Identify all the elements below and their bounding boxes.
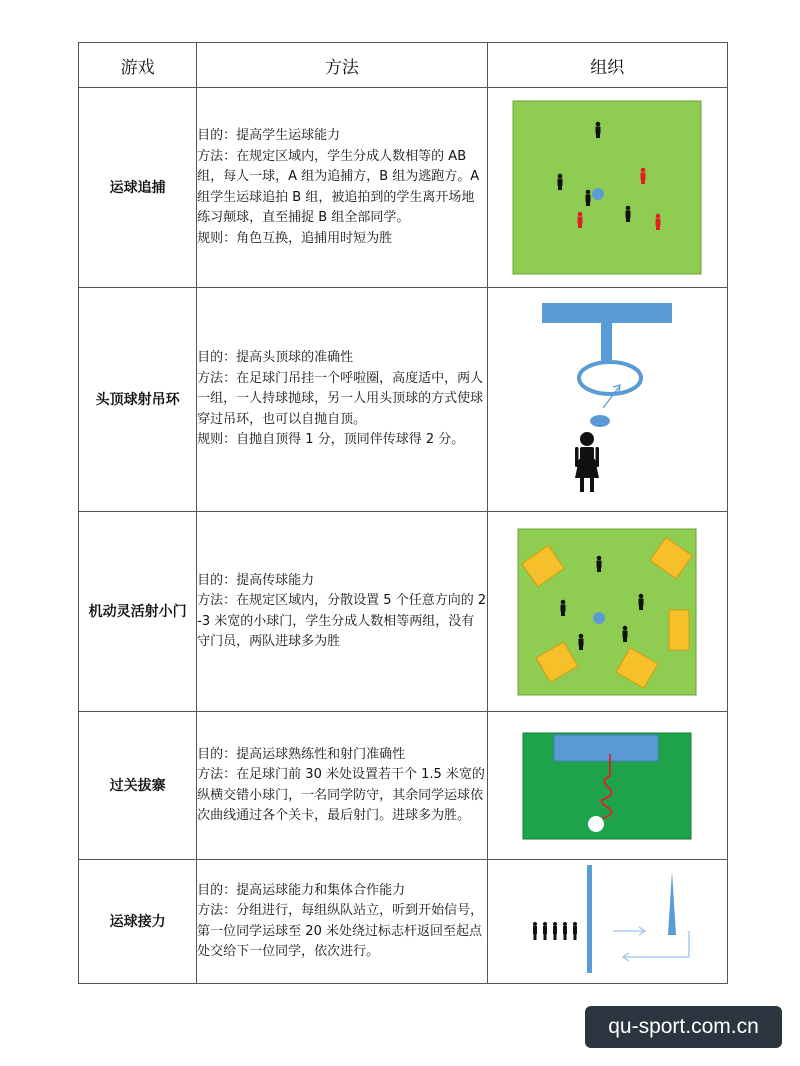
table-row bbox=[79, 712, 728, 860]
green-field-five-goals-icon bbox=[517, 528, 697, 696]
method-text: 目的：提高运球熟练性和射门准确性 方法：在足球门前 30 米处设置若干个 1.5 米宽的纵横交错小球门，一名同学防守，其余同学运球依次曲线通过各个关卡，最后射门。进球多为胜。 bbox=[197, 746, 485, 823]
header-game: 游戏 bbox=[79, 43, 197, 88]
header-method: 方法 bbox=[197, 43, 487, 88]
site-watermark: qu-sport.com.cn bbox=[585, 1006, 782, 1048]
green-field-chase-players-icon bbox=[512, 100, 702, 275]
method-text: 目的：提高头顶球的准确性 方法：在足球门吊挂一个呼啦圈，高度适中，两人一组，一人持球抛球，另一人用头顶球的方式使球穿过吊环，也可以自抛自顶。 规则：自抛自顶得 1 分，顶同伴传球得 2 分。 bbox=[197, 350, 484, 448]
game-table bbox=[78, 42, 728, 984]
relay-line-pole-icon bbox=[507, 863, 707, 981]
goal-dribble-path-icon bbox=[522, 732, 692, 840]
table-row bbox=[79, 860, 728, 984]
header-organization: 组织 bbox=[487, 43, 727, 88]
method-text: 目的：提高运球能力和集体合作能力 方法：分组进行，每组纵队站立，听到开始信号，第一位同学运球至 20 米处绕过标志杆返回至起点处交给下一位同学，依次进行。 bbox=[197, 882, 484, 959]
table-row bbox=[79, 288, 728, 512]
game-name: 机动灵活射小门 bbox=[79, 512, 197, 712]
game-name: 运球追捕 bbox=[79, 88, 197, 288]
method-text: 目的：提高传球能力 方法：在规定区域内，分散设置 5 个任意方向的 2-3 米宽的小球门，学生分成人数相等两组，没有守门员，两队进球多为胜 bbox=[197, 572, 487, 649]
table-row bbox=[79, 88, 728, 288]
game-name: 运球接力 bbox=[79, 860, 197, 984]
game-name: 头顶球射吊环 bbox=[79, 288, 197, 512]
game-name: 过关拔寨 bbox=[79, 712, 197, 860]
table-header-row bbox=[79, 43, 728, 88]
table-row bbox=[79, 512, 728, 712]
method-text: 目的：提高学生运球能力 方法：在规定区域内，学生分成人数相等的 AB 组，每人一球，A 组为追捕方，B 组为逃跑方。A 组学生运球追拍 B 组，被追拍到的学生离开场地练习颠球，直至捕捉 B 组全部同学。 规则：角色互换，追捕用时短为胜 bbox=[197, 128, 480, 246]
hanging-hoop-header-icon bbox=[507, 295, 707, 505]
